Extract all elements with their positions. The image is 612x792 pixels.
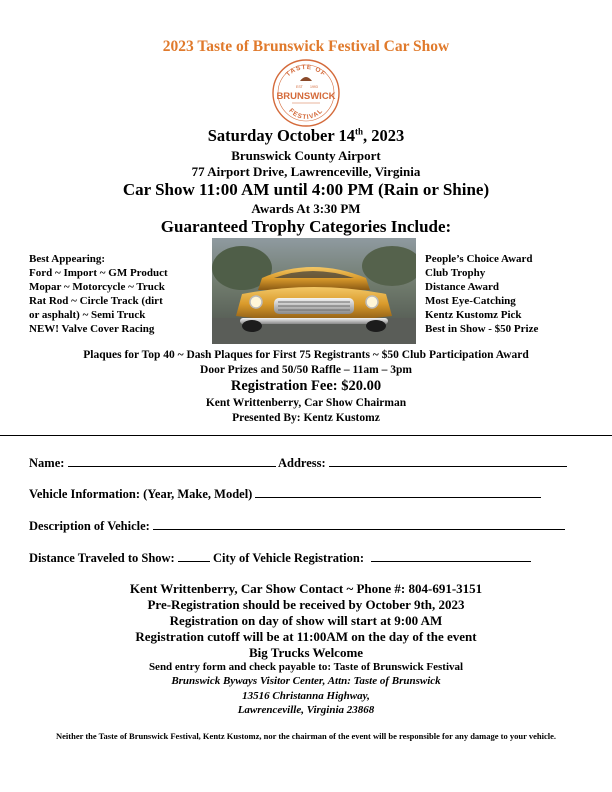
vehicle-info-row: [29, 485, 541, 502]
mailing-address-line: Brunswick Byways Visitor Center, Attn: Taste of Brunswick: [171, 675, 441, 687]
big-trucks-note: Big Trucks Welcome: [248, 645, 364, 660]
day-of-registration: Registration on day of show will start at 9:00 AM: [169, 613, 443, 628]
liability-disclaimer: Neither the Taste of Brunswick Festival, Kentz Kustomz, nor the chairman of the event will be responsible for any damage to your vehicle.: [56, 731, 556, 741]
name-field[interactable]: [68, 454, 276, 467]
svg-text:FESTIVAL: [287, 107, 324, 121]
list-item: Best Appearing:: [29, 253, 106, 265]
categories-right-list: [425, 252, 585, 336]
event-date-main: Saturday October 14: [207, 126, 355, 145]
event-date: [0, 126, 612, 146]
list-item: Most Eye-Catching: [425, 295, 516, 307]
svg-text:TASTE OF: [285, 64, 327, 78]
description-label: Description of Vehicle:: [29, 519, 150, 533]
mailing-address-line: Lawrenceville, Virginia 23868: [237, 704, 375, 716]
city-label: City of Vehicle Registration:: [212, 551, 364, 565]
chairman-info: Kent Writtenberry, Car Show Chairman: [205, 397, 407, 409]
address-label: Address:: [277, 456, 326, 470]
festival-logo: [270, 57, 342, 129]
registration-cutoff: Registration cutoff will be at 11:00AM on the day of the event: [135, 629, 477, 644]
distance-label: Distance Traveled to Show:: [29, 551, 175, 565]
presented-by: Presented By: Kentz Kustomz: [232, 412, 380, 424]
classic-car-photo: [212, 238, 416, 344]
event-date-suffix: th: [355, 126, 364, 137]
vehicle-info-field[interactable]: [255, 485, 541, 498]
list-item: Kentz Kustomz Pick: [425, 309, 522, 321]
registration-fee: Registration Fee: $20.00: [230, 378, 382, 394]
door-prizes-info: Door Prizes and 50/50 Raffle – 11am – 3pm: [200, 364, 412, 376]
list-item: Distance Award: [425, 281, 500, 293]
list-item: People’s Choice Award: [425, 253, 533, 265]
name-label: Name:: [29, 456, 65, 470]
send-entry-info: Send entry form and check payable to: Taste of Brunswick Festival: [148, 661, 464, 673]
plaques-info: Plaques for Top 40 ~ Dash Plaques for First 75 Registrants ~ $50 Club Participation Award: [83, 349, 529, 361]
list-item: or asphalt) ~ Semi Truck: [29, 309, 146, 321]
description-field[interactable]: [153, 517, 565, 530]
cut-divider: [0, 435, 612, 436]
event-venue: Brunswick County Airport: [231, 148, 381, 163]
contact-info: Kent Writtenberry, Car Show Contact ~ Phone #: 804-691-3151: [129, 581, 483, 596]
city-field[interactable]: [371, 549, 531, 562]
categories-left-list: [29, 252, 209, 336]
list-item: Rat Rod ~ Circle Track (dirt: [29, 295, 163, 307]
distance-field[interactable]: [178, 549, 210, 562]
vehicle-info-label: Vehicle Information: (Year, Make, Model): [29, 487, 253, 501]
mailing-address-line: 13516 Christanna Highway,: [242, 690, 370, 702]
list-item: Ford ~ Import ~ GM Product: [29, 267, 168, 279]
address-field[interactable]: [329, 454, 567, 467]
logo-year: 1993: [310, 85, 318, 89]
awards-time: Awards At 3:30 PM: [251, 201, 361, 216]
logo-arc-bottom: FESTIVAL: [287, 107, 325, 122]
event-date-year: , 2023: [363, 126, 405, 145]
logo-est: EST: [296, 85, 303, 89]
event-address: 77 Airport Drive, Lawrenceville, Virginia: [191, 164, 421, 179]
event-time: Car Show 11:00 AM until 4:00 PM (Rain or Shine): [122, 180, 490, 199]
name-address-row: [29, 454, 567, 471]
pot-icon: [300, 77, 312, 81]
page-title: 2023 Taste of Brunswick Festival Car Show: [162, 38, 450, 55]
list-item: NEW! Valve Cover Racing: [29, 323, 155, 335]
list-item: Club Trophy: [425, 267, 486, 279]
list-item: Mopar ~ Motorcycle ~ Truck: [29, 281, 165, 293]
distance-city-row: [29, 549, 531, 566]
logo-arc-top: TASTE OF: [284, 63, 328, 79]
logo-main-text: BRUNSWICK: [276, 91, 336, 102]
list-item: Best in Show - $50 Prize: [425, 323, 539, 335]
description-row: [29, 517, 565, 534]
categories-heading: Guaranteed Trophy Categories Include:: [160, 217, 452, 236]
preregistration-info: Pre-Registration should be received by October 9th, 2023: [147, 597, 465, 612]
